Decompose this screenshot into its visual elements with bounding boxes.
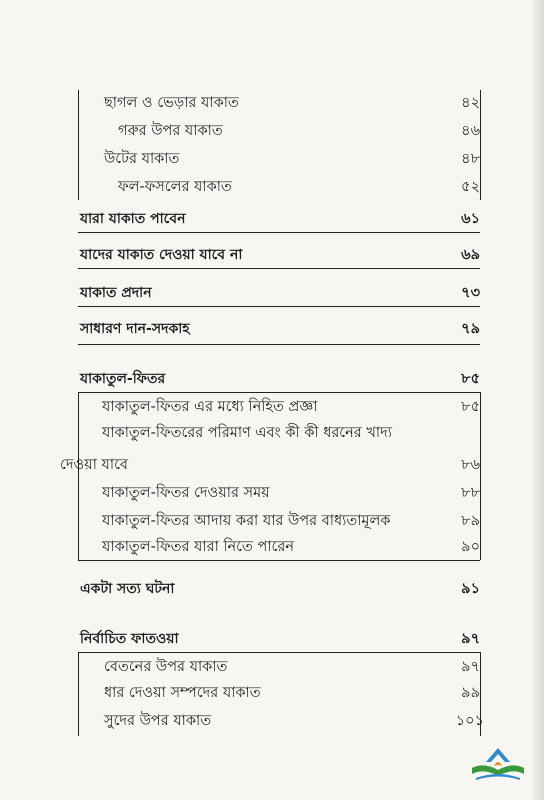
logo-flame [494, 762, 502, 766]
toc-entry-label: যারা যাকাত পাবেন [80, 211, 186, 227]
toc-entry-label: ফল-ফসলের যাকাত [118, 179, 232, 195]
toc-entry-page: ৪৬ [461, 123, 480, 139]
toc-entry-page: ৬১ [461, 211, 480, 227]
divider-line [78, 560, 480, 561]
toc-entry-label: সাধারণ দান-সদকাহ [80, 321, 190, 337]
toc-entry-label: নির্বাচিত ফাতওয়া [80, 631, 179, 647]
toc-entry[interactable] [0, 508, 544, 534]
divider-line [78, 306, 480, 307]
toc-entry-label-continued: দেওয়া যাবে [60, 457, 128, 473]
toc-entry-label: যাকাতুল-ফিতরের পরিমাণ এবং কী কী ধরনের খাদ্য [102, 425, 392, 441]
toc-entry[interactable] [0, 366, 544, 392]
toc-entry[interactable] [0, 708, 544, 734]
toc-entry-page: ৪২ [461, 95, 480, 111]
toc-entry-label: সুদের উপর যাকাত [104, 713, 212, 729]
toc-entry-page: ৪৮ [461, 151, 480, 167]
toc-entry-page: ৯৭ [461, 659, 480, 675]
toc-entry[interactable] [0, 680, 544, 706]
toc-entry[interactable] [0, 90, 544, 116]
toc-entry-label: ছাগল ও ভেড়ার যাকাত [104, 95, 239, 111]
toc-entry-label: একটা সত্য ঘটনা [80, 581, 175, 597]
toc-entry-page: ৯১ [461, 581, 480, 597]
toc-entry-page: ৮৯ [461, 513, 480, 529]
toc-entry-label: যাদের যাকাত দেওয়া যাবে না [80, 247, 243, 263]
toc-entry-label: যাকাতুল-ফিতর আদায় করা যার উপর বাধ্যতামূলক [102, 513, 391, 529]
toc-entry-label: যাকাতুল-ফিতর [80, 371, 166, 387]
toc-entry-page: ৭৯ [461, 321, 480, 337]
toc-entry-label: যাকাতুল-ফিতর দেওয়ার সময় [102, 485, 270, 501]
toc-entry[interactable] [0, 480, 544, 506]
toc-entry[interactable] [0, 654, 544, 680]
toc-entry-page: ৮৫ [461, 399, 480, 415]
toc-entry[interactable] [0, 280, 544, 306]
toc-entry-label: উটের যাকাত [104, 151, 180, 167]
toc-entry[interactable] [0, 534, 544, 560]
toc-entry-label: বেতনের উপর যাকাত [104, 659, 228, 675]
toc-entry-page: ৮৮ [461, 485, 480, 501]
toc-entry-label: যাকাতুল-ফিতর যারা নিতে পারেন [102, 539, 295, 555]
toc-entry-page: ৬৯ [461, 247, 480, 263]
toc-entry-page: ১০১ [455, 713, 484, 729]
divider-line [78, 392, 480, 393]
toc-entry-label: গরুর উপর যাকাত [118, 123, 223, 139]
toc-entry-label: ধার দেওয়া সম্পদের যাকাত [104, 685, 261, 701]
toc-entry-label: যাকাত প্রদান [80, 285, 152, 301]
toc-entry[interactable] [0, 626, 544, 652]
toc-entry-continued[interactable] [0, 452, 544, 478]
toc-entry[interactable] [0, 420, 544, 446]
logo-chevron [486, 748, 510, 762]
toc-entry-page: ৯৯ [461, 685, 480, 701]
toc-entry[interactable] [0, 174, 544, 200]
toc-entry[interactable] [0, 316, 544, 342]
toc-entry-page: ৮৫ [461, 371, 480, 387]
toc-entry-page: ৮৬ [461, 457, 480, 473]
divider-line [78, 232, 480, 233]
toc-entry[interactable] [0, 206, 544, 232]
toc-entry[interactable] [0, 394, 544, 420]
divider-line [78, 652, 480, 653]
toc-entry-page: ৯৭ [461, 631, 480, 647]
logo-base [476, 774, 520, 780]
toc-entry-page: ৭৩ [461, 285, 480, 301]
toc-entry-page: ৯০ [461, 539, 480, 555]
divider-line [78, 268, 480, 269]
toc-entry-page: ৫২ [461, 179, 480, 195]
toc-entry-label: যাকাতুল-ফিতর এর মধ্যে নিহিত প্রজ্ঞা [102, 399, 318, 415]
toc-entry[interactable] [0, 576, 544, 602]
divider-line [78, 344, 480, 345]
publisher-logo-icon [466, 740, 530, 788]
toc-entry[interactable] [0, 146, 544, 172]
toc-entry[interactable] [0, 242, 544, 268]
toc-entry[interactable] [0, 118, 544, 144]
